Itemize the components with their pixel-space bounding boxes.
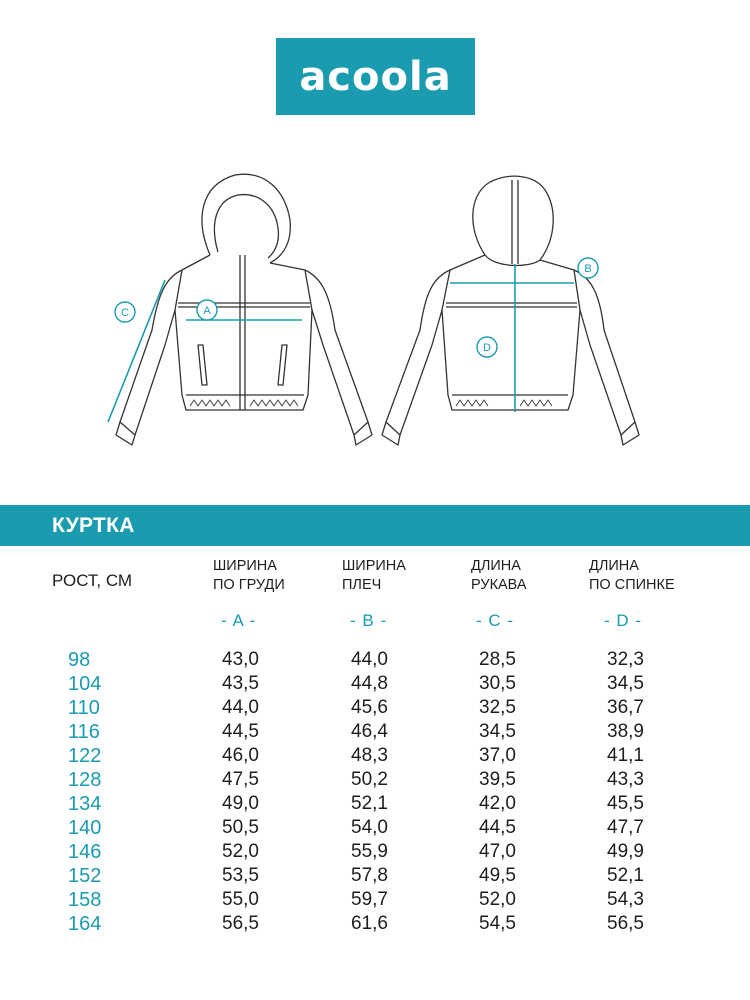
measurement-cell: 43,5 <box>222 673 259 694</box>
measurement-cell: 45,6 <box>351 697 388 718</box>
measurement-cell: 44,5 <box>222 721 259 742</box>
row-header-height: РОСТ, СМ <box>52 571 133 590</box>
size-cell: 134 <box>68 793 102 815</box>
size-cell: 110 <box>68 697 100 719</box>
size-cell: 116 <box>68 721 100 743</box>
measurement-cell: 47,0 <box>479 841 516 862</box>
brand-logo <box>276 38 475 115</box>
measurement-cell: 56,5 <box>222 913 259 934</box>
jacket-measurement-diagram <box>90 160 660 460</box>
column-code-b: - B - <box>350 611 388 630</box>
measurement-cell: 49,9 <box>607 841 644 862</box>
measurement-cell: 37,0 <box>479 745 516 766</box>
measurement-cell: 55,0 <box>222 889 259 910</box>
column-header-line: ПЛЕЧ <box>342 577 382 593</box>
measurement-cell: 43,3 <box>607 769 644 790</box>
measurement-cell: 54,3 <box>607 889 644 910</box>
size-cell: 128 <box>68 769 102 791</box>
label-b <box>578 258 598 278</box>
column-header-line: ДЛИНА <box>589 558 639 574</box>
measurement-cell: 61,6 <box>351 913 388 934</box>
size-cell: 164 <box>68 913 102 935</box>
measurement-cell: 50,5 <box>222 817 259 838</box>
size-cell: 146 <box>68 841 102 863</box>
size-cell: 158 <box>68 889 102 911</box>
measurement-cell: 44,8 <box>351 673 388 694</box>
measurement-cell: 44,0 <box>351 649 388 670</box>
measurement-cell: 34,5 <box>607 673 644 694</box>
logo-text: acoola <box>299 53 452 100</box>
measurement-cell: 54,0 <box>351 817 388 838</box>
size-cell: 98 <box>68 649 91 671</box>
jacket-front-drawing <box>116 174 372 445</box>
measurement-cell: 41,1 <box>607 745 644 766</box>
measure-c-line <box>108 280 165 422</box>
measurement-cell: 44,5 <box>479 817 516 838</box>
measurement-cell: 47,5 <box>222 769 259 790</box>
measurement-cell: 32,3 <box>607 649 644 670</box>
measurement-cell: 53,5 <box>222 865 259 886</box>
measurement-cell: 54,5 <box>479 913 516 934</box>
measurement-cell: 30,5 <box>479 673 516 694</box>
measurement-cell: 42,0 <box>479 793 516 814</box>
measurement-cell: 52,1 <box>351 793 388 814</box>
measurement-cell: 52,0 <box>479 889 516 910</box>
measurement-cell: 52,1 <box>607 865 644 886</box>
column-header-line: ДЛИНА <box>471 558 521 574</box>
svg-text:C: C <box>121 307 129 319</box>
measurement-cell: 59,7 <box>351 889 388 910</box>
measurement-cell: 44,0 <box>222 697 259 718</box>
measurement-cell: 50,2 <box>351 769 388 790</box>
column-header-back-length <box>589 557 675 595</box>
measurement-cell: 49,5 <box>479 865 516 886</box>
measurement-cell: 39,5 <box>479 769 516 790</box>
svg-text:D: D <box>483 342 491 354</box>
column-header-chest <box>213 557 285 595</box>
column-header-shoulders <box>342 557 406 595</box>
measurement-cell: 46,0 <box>222 745 259 766</box>
label-a <box>197 300 217 320</box>
svg-text:A: A <box>203 305 211 317</box>
measurement-cell: 28,5 <box>479 649 516 670</box>
measurement-cell: 32,5 <box>479 697 516 718</box>
jacket-back-drawing <box>382 176 639 445</box>
column-code-c: - C - <box>476 611 515 630</box>
column-header-sleeve <box>471 557 527 595</box>
measurement-cell: 56,5 <box>607 913 644 934</box>
measurement-cell: 49,0 <box>222 793 259 814</box>
measurement-cell: 55,9 <box>351 841 388 862</box>
measurement-cell: 48,3 <box>351 745 388 766</box>
measurement-cell: 45,5 <box>607 793 644 814</box>
column-header-line: ПО ГРУДИ <box>213 577 285 593</box>
measurement-cell: 52,0 <box>222 841 259 862</box>
size-cell: 122 <box>68 745 102 767</box>
section-header-band <box>0 505 750 546</box>
measurement-cell: 47,7 <box>607 817 644 838</box>
column-header-line: РУКАВА <box>471 577 527 593</box>
measurement-cell: 57,8 <box>351 865 388 886</box>
measurement-cell: 38,9 <box>607 721 644 742</box>
label-c <box>115 302 135 322</box>
measurement-cell: 36,7 <box>607 697 644 718</box>
size-cell: 152 <box>68 865 102 887</box>
size-cell: 140 <box>68 817 102 839</box>
column-code-a: - A - <box>221 611 257 630</box>
column-code-d: - D - <box>604 611 643 630</box>
size-cell: 104 <box>68 673 102 695</box>
section-title: КУРТКА <box>52 514 135 537</box>
measurement-cell: 34,5 <box>479 721 516 742</box>
svg-text:B: B <box>584 263 592 275</box>
measurement-cell: 46,4 <box>351 721 388 742</box>
column-header-line: ПО СПИНКЕ <box>589 577 675 593</box>
measurement-cell: 43,0 <box>222 649 259 670</box>
label-d <box>477 337 497 357</box>
column-header-line: ШИРИНА <box>342 558 406 574</box>
column-header-line: ШИРИНА <box>213 558 277 574</box>
